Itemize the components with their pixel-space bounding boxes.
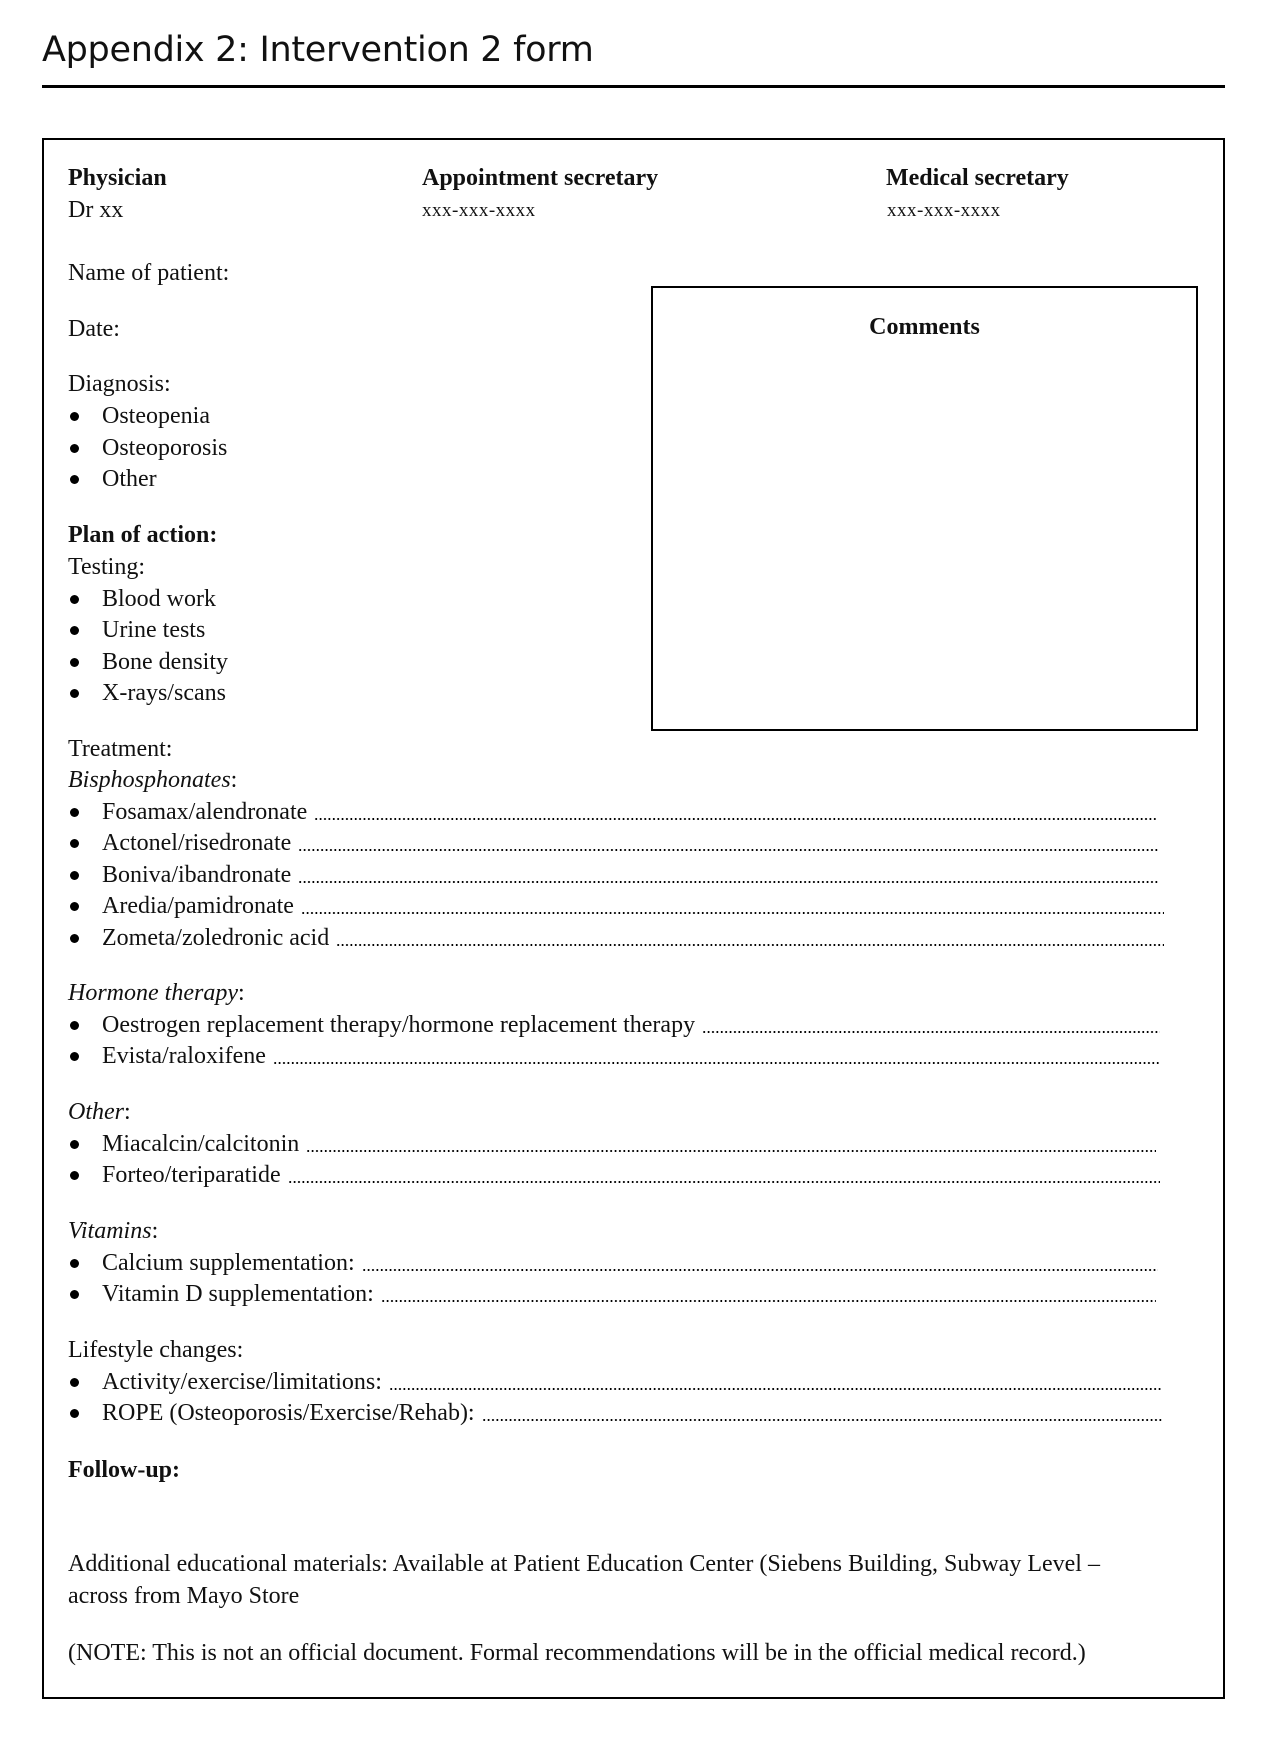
treatment-option-row[interactable]: Forteo/teriparatide <box>68 1160 1160 1190</box>
testing-item: Urine tests <box>68 615 1158 645</box>
bullet-icon <box>70 475 79 484</box>
dot-leader-fill-line[interactable] <box>298 849 1158 851</box>
physician-value: Dr xx <box>68 197 124 223</box>
dot-leader-fill-line[interactable] <box>389 1388 1162 1390</box>
dot-leader-fill-line[interactable] <box>301 912 1164 914</box>
physician-label: Physician <box>68 165 167 191</box>
educational-materials-note <box>68 1548 1198 1612</box>
bisphosphonates-heading <box>68 765 237 795</box>
bullet-icon <box>70 871 79 880</box>
treatment-option-row[interactable]: Aredia/pamidronate <box>68 891 1164 921</box>
follow-up-label: Follow-up: <box>68 1457 181 1483</box>
treatment-option-row[interactable]: Evista/raloxifene <box>68 1041 1160 1071</box>
heading-colon: : <box>230 767 238 793</box>
bullet-icon <box>70 412 79 421</box>
lifestyle-option-row[interactable]: Activity/exercise/limitations: <box>68 1367 1162 1397</box>
bullet-icon <box>70 689 79 698</box>
bullet-icon <box>70 1259 79 1268</box>
dot-leader-fill-line[interactable] <box>306 1150 1156 1152</box>
bullet-icon <box>70 1378 79 1387</box>
testing-item: X-rays/scans <box>68 678 1158 708</box>
dot-leader-fill-line[interactable] <box>298 881 1158 883</box>
treatment-option-row[interactable]: Actonel/risedronate <box>68 828 1158 858</box>
bullet-icon <box>70 808 79 817</box>
follow-up-entry-area[interactable] <box>68 1478 1188 1538</box>
dot-leader-fill-line[interactable] <box>273 1062 1160 1064</box>
treatment-option-row[interactable]: Calcium supplementation: <box>68 1248 1158 1278</box>
medical-secretary-phone: xxx-xxx-xxxx <box>887 200 1001 221</box>
heading-colon: : <box>151 1218 159 1244</box>
appointment-secretary-label: Appointment secretary <box>422 165 659 191</box>
bullet-icon <box>70 1140 79 1149</box>
bullet-icon <box>70 839 79 848</box>
diagnosis-item: Osteopenia <box>68 401 1158 431</box>
disclaimer-note: (NOTE: This is not an official document. Formal recommendations will be in the official medical record.) <box>68 1640 1086 1666</box>
testing-item: Bone density <box>68 647 1158 677</box>
educational-materials-line-2: across from Mayo Store <box>68 1583 300 1609</box>
lifestyle-option-row[interactable]: ROPE (Osteoporosis/Exercise/Rehab): <box>68 1398 1162 1428</box>
title-divider <box>42 85 1225 88</box>
dot-leader-fill-line[interactable] <box>288 1181 1160 1183</box>
dot-leader-fill-line[interactable] <box>381 1300 1156 1302</box>
date-label: Date: <box>68 316 120 342</box>
treatment-option-row[interactable]: Zometa/zoledronic acid <box>68 923 1164 953</box>
other-treatment-label: Other <box>68 1099 124 1125</box>
bullet-icon <box>70 444 79 453</box>
comments-title: Comments <box>869 314 980 340</box>
other-treatment-heading <box>68 1097 131 1127</box>
bullet-icon <box>70 1052 79 1061</box>
bullet-icon <box>70 1409 79 1418</box>
medical-secretary-label: Medical secretary <box>886 165 1069 191</box>
diagnosis-item: Osteoporosis <box>68 433 1158 463</box>
diagnosis-label: Diagnosis: <box>68 371 171 397</box>
educational-materials-line-1: Additional educational materials: Available at Patient Education Center (Siebens Building, Subway Level – <box>68 1551 1100 1577</box>
vitamins-label: Vitamins <box>68 1218 152 1244</box>
appointment-secretary-phone: xxx-xxx-xxxx <box>422 200 536 221</box>
bullet-icon <box>70 1021 79 1030</box>
diagnosis-item: Other <box>68 464 1158 494</box>
bullet-icon <box>70 1171 79 1180</box>
heading-colon: : <box>124 1099 131 1125</box>
testing-item: Blood work <box>68 584 1158 614</box>
bullet-icon <box>70 595 79 604</box>
dot-leader-fill-line[interactable] <box>336 944 1164 946</box>
dot-leader-fill-line[interactable] <box>314 818 1158 820</box>
hormone-therapy-heading <box>68 978 245 1008</box>
plan-of-action-label: Plan of action: <box>68 522 218 548</box>
treatment-option-row[interactable]: Oestrogen replacement therapy/hormone replacement therapy <box>68 1010 1160 1040</box>
dot-leader-fill-line[interactable] <box>362 1269 1158 1271</box>
bullet-icon <box>70 902 79 911</box>
bisphosphonates-label: Bisphosphonates <box>68 767 231 793</box>
bullet-icon <box>70 934 79 943</box>
testing-label: Testing: <box>68 554 145 580</box>
dot-leader-fill-line[interactable] <box>702 1031 1160 1033</box>
hormone-therapy-label: Hormone therapy <box>68 980 238 1006</box>
treatment-option-row[interactable]: Boniva/ibandronate <box>68 860 1158 890</box>
bullet-icon <box>70 626 79 635</box>
dot-leader-fill-line[interactable] <box>482 1419 1162 1421</box>
treatment-option-row[interactable]: Fosamax/alendronate <box>68 797 1158 827</box>
vitamins-heading <box>68 1216 158 1246</box>
bullet-icon <box>70 658 79 667</box>
name-of-patient-label: Name of patient: <box>68 260 230 286</box>
lifestyle-changes-label: Lifestyle changes: <box>68 1337 244 1363</box>
heading-colon: : <box>237 980 245 1006</box>
treatment-label: Treatment: <box>68 736 173 762</box>
page-title: Appendix 2: Intervention 2 form <box>42 30 594 70</box>
bullet-icon <box>70 1290 79 1299</box>
treatment-option-row[interactable]: Vitamin D supplementation: <box>68 1279 1156 1309</box>
treatment-option-row[interactable]: Miacalcin/calcitonin <box>68 1129 1156 1159</box>
